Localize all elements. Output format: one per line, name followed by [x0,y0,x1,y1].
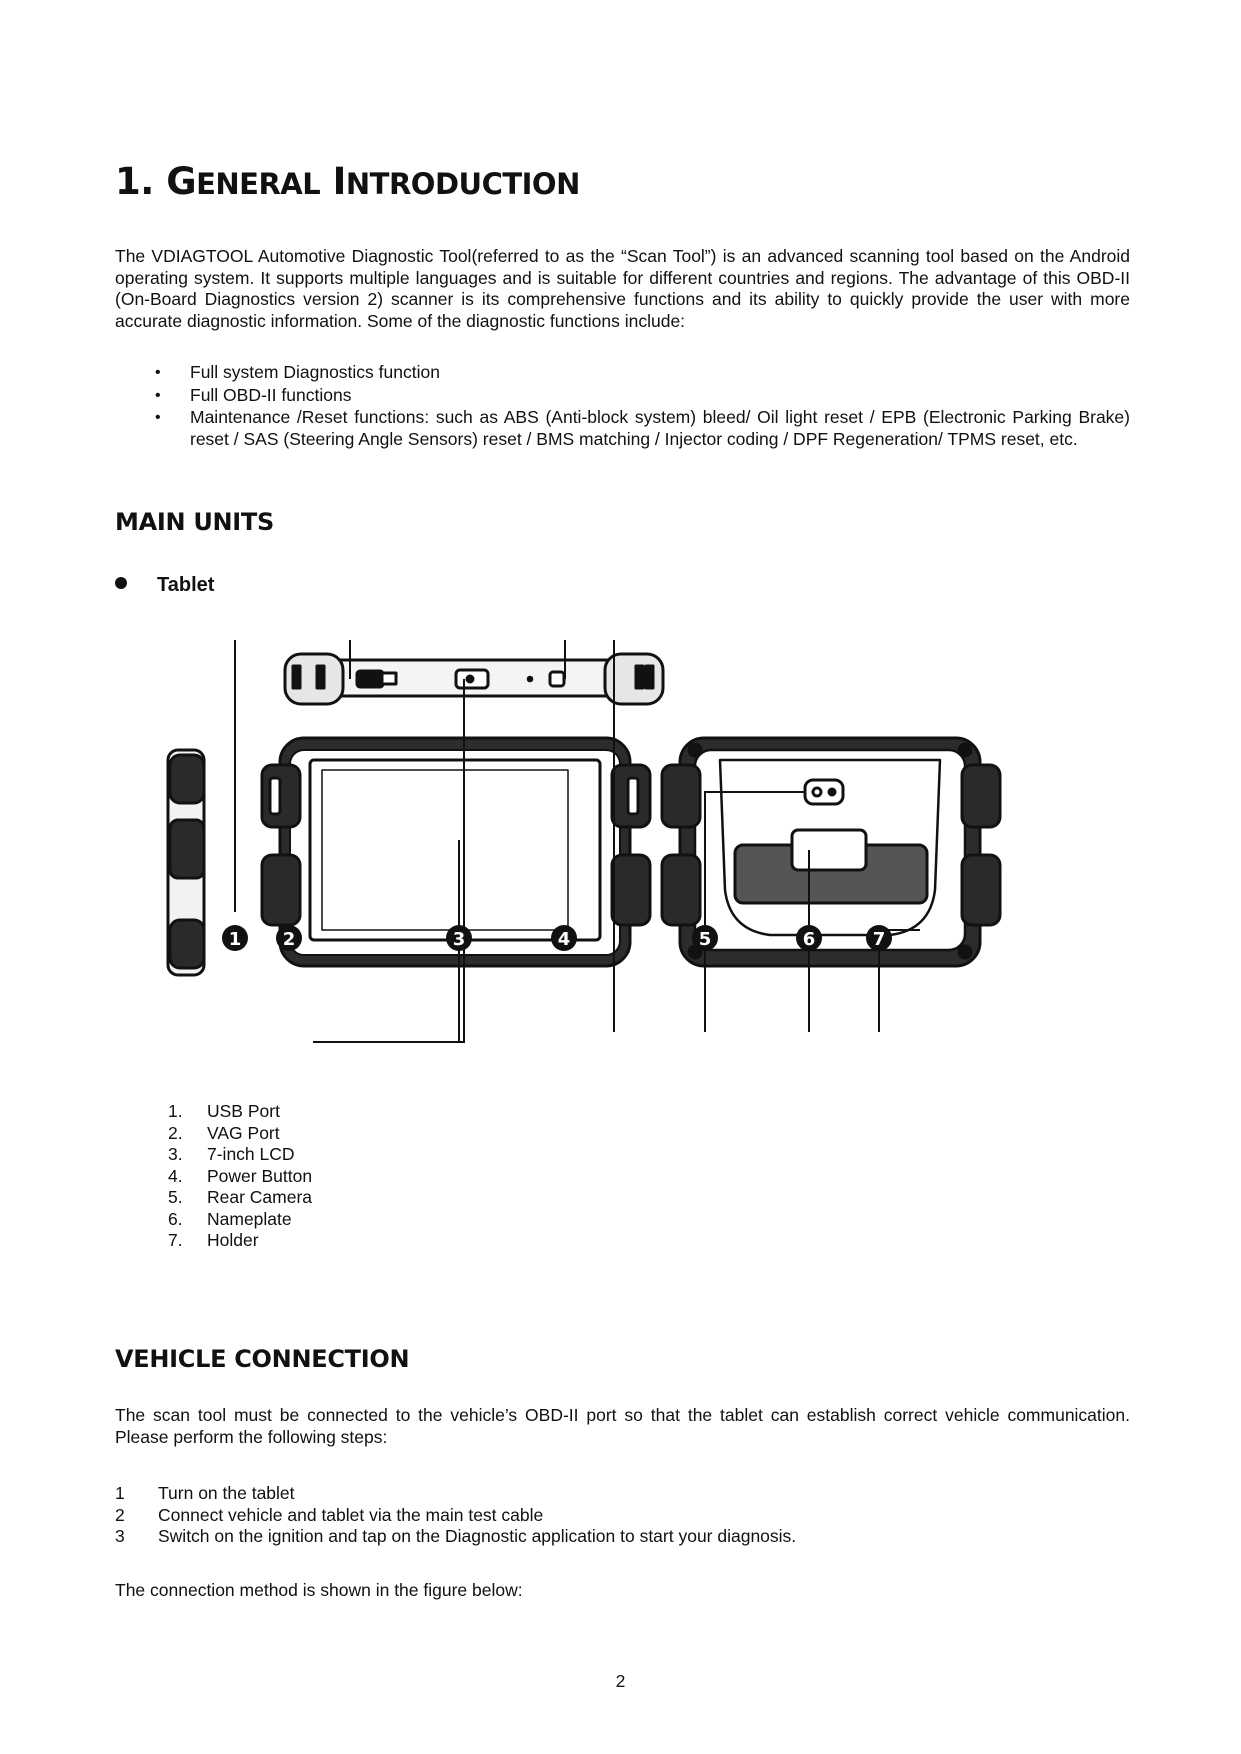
bullet-icon [115,577,127,589]
intro-paragraph: The VDIAGTOOL Automotive Diagnostic Tool(referred to as the “Scan Tool”) is an advanced scanning tool based on the Android operating system. It supports multiple languages and is suitable for different countries and regions. The advantage of this OBD-II (On-Board Diagnostics version 2) scanner is its comprehensive functions and its ability to quickly provide the user with more accurate diagnostic information. Some of the diagnostic functions include: [115,246,1130,331]
list-item: 3. 7-inch LCD [168,1144,295,1164]
tablet-top-view [285,654,663,704]
tablet-diagram [150,640,1070,1070]
functions-list [115,362,1130,451]
tablet-subheading: Tablet [115,574,214,597]
tablet-side-view [168,750,204,975]
main-units-heading: MAIN UNITS [115,508,274,536]
svg-text:7: 7 [872,929,886,950]
svg-text:6: 6 [802,929,816,950]
list-item: • Full OBD-II functions [115,385,1130,407]
units-list [168,1101,312,1252]
page-number: 2 [615,1671,626,1691]
figure-note: The connection method is shown in the figure below: [115,1580,523,1600]
list-item: 1. USB Port [168,1101,280,1121]
svg-text:5: 5 [698,929,712,950]
callout-2 [276,925,302,951]
list-item: • Maintenance /Reset functions: such as ABS (Anti-block system) bleed/ Oil light reset / EPB (Electronic Parking Brake) reset / SAS (Steering Angle Sensors) reset / BMS matching / Injector coding / DPF Regeneration/ TPMS reset, etc. [115,407,1130,450]
list-item: 2. VAG Port [168,1122,280,1143]
steps-list [115,1483,796,1548]
svg-text:4: 4 [557,929,571,950]
vehicle-paragraph: The scan tool must be connected to the vehicle’s OBD-II port so that the tablet can establish correct vehicle communication. Please perform the following steps: [115,1405,1130,1447]
callout-7 [866,925,892,951]
svg-text:2: 2 [282,929,296,950]
list-item: 1 Turn on the tablet [115,1483,295,1503]
list-item: 4. Power Button [168,1165,313,1186]
list-item: 2 Connect vehicle and tablet via the main test cable [115,1504,544,1525]
list-item: 7. Holder [168,1230,259,1250]
svg-text:1: 1 [228,929,242,950]
section-title: 1. GENERAL INTRODUCTION [115,160,580,203]
svg-text:3: 3 [452,929,466,950]
list-item: 6. Nameplate [168,1208,292,1229]
callout-6 [796,925,822,951]
callout-5 [692,925,718,951]
callout-4 [551,925,577,951]
vehicle-connection-heading: VEHICLE CONNECTION [115,1345,410,1373]
list-item: • Full system Diagnostics function [115,362,1130,384]
list-item: 3 Switch on the ignition and tap on the Diagnostic application to start your diagnosis. [115,1526,797,1546]
callout-1 [222,925,248,951]
callout-3 [446,925,472,951]
list-item: 5. Rear Camera [168,1187,313,1207]
